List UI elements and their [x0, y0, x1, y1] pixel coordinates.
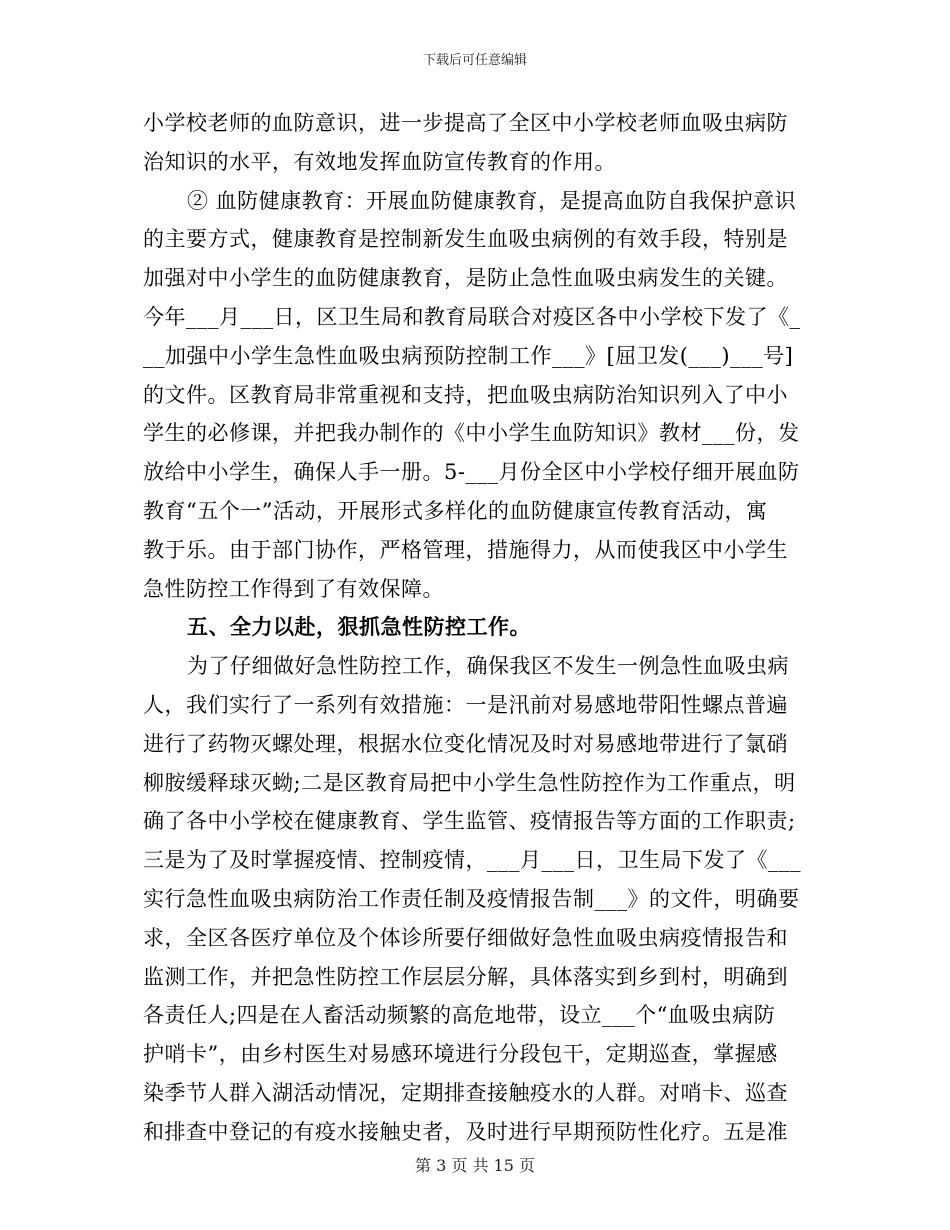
- text-line: 进行了药物灭螺处理，根据水位变化情况及时对易感地带进行了氯硝: [143, 731, 788, 756]
- text-line: __加强中小学生急性血吸虫病预防控制工作___》[屈卫发(___)___号]: [143, 343, 794, 368]
- text-line: 治知识的水平，有效地发挥血防宣传教育的作用。: [143, 149, 616, 174]
- text-line: 学生的必修课，并把我办制作的《中小学生血防知识》教材___份，发: [143, 421, 800, 446]
- text-line: 护哨卡”，由乡村医生对易感环境进行分段包干，定期巡查，掌握感: [143, 1042, 778, 1067]
- text-line: 今年___月___日，区卫生局和教育局联合对疫区各中小学校下发了《_: [143, 304, 801, 329]
- text-line: 实行急性血吸虫病防治工作责任制及疫情报告制___》的文件，明确要: [143, 886, 800, 911]
- document-body: [143, 104, 823, 1152]
- page-number: 第 3 页 共 15 页: [415, 1156, 535, 1175]
- text-line: 教育“五个一”活动，开展形式多样化的血防健康宣传教育活动，寓: [143, 498, 768, 523]
- paragraph-start-line: 为了仔细做好急性防控工作，确保我区不发生一例急性血吸虫病: [187, 654, 789, 679]
- text-line: 各责任人;四是在人畜活动频繁的高危地带，设立___个“血吸虫病防: [143, 1003, 776, 1028]
- text-line: 放给中小学生，确保人手一册。5-___月份全区中小学校仔细开展血防: [143, 460, 800, 485]
- text-line: 染季节人群入湖活动情况，定期排查接触疫水的人群。对哨卡、巡查: [143, 1080, 788, 1105]
- paragraph-start-line: ② 血防健康教育：开展血防健康教育，是提高血防自我保护意识: [187, 188, 797, 213]
- text-line: 急性防控工作得到了有效保障。: [143, 576, 444, 601]
- text-line: 人，我们实行了一系列有效措施：一是汛前对易感地带阳性螺点普遍: [143, 692, 788, 717]
- page-header-note: 下载后可任意编辑: [422, 53, 527, 68]
- text-line: 的主要方式，健康教育是控制新发生血吸虫病例的有效手段，特别是: [143, 227, 788, 252]
- text-line: 的文件。区教育局非常重视和支持，把血吸虫病防治知识列入了中小: [143, 382, 788, 407]
- text-line: 三是为了及时掌握疫情、控制疫情，___月___日，卫生局下发了《___: [143, 848, 801, 873]
- text-line: 柳胺缓释球灭蚴;二是区教育局把中小学生急性防控作为工作重点，明: [143, 770, 796, 795]
- section-heading: 五、全力以赴，狠抓急性防控工作。: [187, 615, 531, 640]
- text-line: 求，全区各医疗单位及个体诊所要仔细做好急性血吸虫病疫情报告和: [143, 925, 788, 950]
- text-line: 小学校老师的血防意识，进一步提高了全区中小学校老师血吸虫病防: [143, 111, 788, 135]
- text-line: 监测工作，并把急性防控工作层层分解，具体落实到乡到村，明确到: [143, 964, 788, 989]
- text-line: 教于乐。由于部门协作，严格管理，措施得力，从而使我区中小学生: [143, 537, 788, 562]
- text-line: 确了各中小学校在健康教育、学生监管、疫情报告等方面的工作职责;: [143, 809, 796, 834]
- text-line: 和排查中登记的有疫水接触史者，及时进行早期预防性化疗。五是准: [143, 1119, 788, 1144]
- text-line: 加强对中小学生的血防健康教育，是防止急性血吸虫病发生的关键。: [143, 266, 788, 291]
